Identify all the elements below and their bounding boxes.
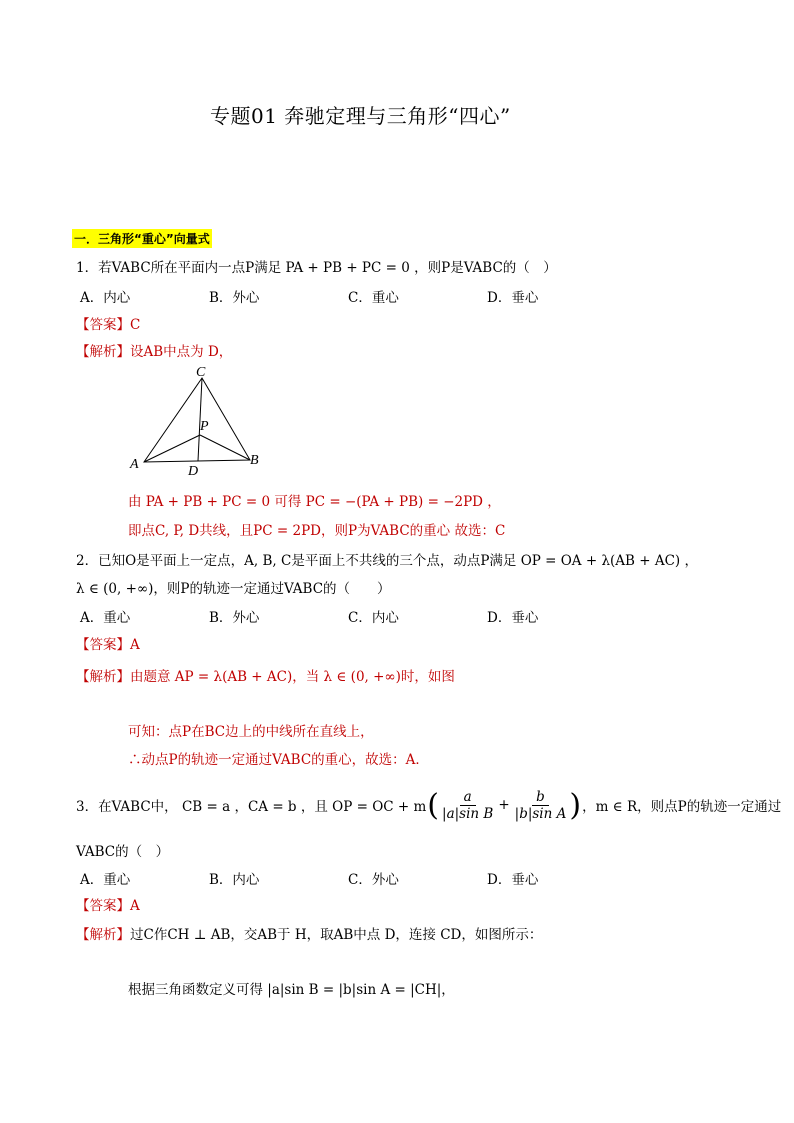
q2-option-a: A．重心 [80,610,131,626]
answer-tag: 【答案】 [76,317,130,333]
q3-answer-line [76,894,140,914]
triangle-abc [144,378,250,462]
q1-option-d: D．垂心 [487,290,539,306]
analysis-text: 过C作CH ⊥ AB，交AB于 H，取AB中点 D，连接 CD，如图所示： [130,927,543,943]
fraction-1 [440,789,495,822]
fraction-1-numerator: a [460,789,476,806]
analysis-text: 设AB中点为 D， [130,344,233,360]
label-c: C [196,365,206,380]
q3-analysis-line-1 [76,923,542,943]
answer-tag: 【答案】 [76,898,130,914]
analysis-tag: 【解析】 [76,927,130,943]
question-3-stem-1 [76,777,781,833]
analysis-tag: 【解析】 [76,669,130,685]
q3-stem-part-a: 3．在VABC中， CB = a ，CA = b ，且 OP = OC + m [76,799,427,815]
q1-analysis-line-3: 即点C, P, D共线，且PC = 2PD，则P为VABC的重心 故选：C [128,523,506,539]
q2-option-d: D．垂心 [487,610,539,626]
q3-stem-part-b: ，m ∈ R，则点P的轨迹一定通过 [582,799,782,815]
fraction-2-denominator: |b|sin A [514,805,567,822]
q1-analysis-line-1 [76,340,232,360]
question-2-stem-1: 2．已知O是平面上一定点，A, B, C是平面上不共线的三个点，动点P满足 OP = OA + λ(AB + AC) ， [76,553,698,569]
q1-answer-line [76,313,140,333]
q1-analysis-line-2: 由 PA + PB + PC = 0 可得 PC = −(PA + PB) = −2PD ， [128,494,501,510]
q1-option-b: B．外心 [209,290,260,306]
right-paren: ) [569,787,582,823]
label-b: B [250,453,259,468]
label-a: A [130,457,139,472]
section-heading: 一．三角形“重心”向量式 [72,229,212,248]
q2-answer-line [76,633,140,653]
q3-option-c: C．外心 [348,872,399,888]
q3-option-b: B．内心 [209,872,260,888]
segment-ap [144,435,200,462]
q1-option-a: A．内心 [80,290,131,306]
page-title: 专题01 奔驰定理与三角形“四心” [210,104,511,128]
fraction-1-denominator: |a|sin B [442,805,494,822]
triangle-figure [120,360,280,480]
q2-analysis-line-2: 可知：点P在BC边上的中线所在直线上， [128,724,374,740]
answer-value: C [130,317,141,333]
q3-option-a: A．重心 [80,872,131,888]
plus-sign: + [498,797,510,813]
analysis-tag: 【解析】 [76,344,130,360]
label-d: D [188,464,199,479]
label-p: P [200,419,209,434]
q3-option-d: D．垂心 [487,872,539,888]
fraction-2-numerator: b [532,789,549,806]
analysis-text: 由题意 AP = λ(AB + AC)，当 λ ∈ (0, +∞)时，如图 [130,669,455,685]
q2-analysis-line-1 [76,665,455,685]
fraction-2 [513,789,569,822]
q3-analysis-line-2: 根据三角函数定义可得 |a|sin B = |b|sin A = |CH|， [128,982,455,998]
answer-value: A [130,898,140,914]
answer-tag: 【答案】 [76,637,130,653]
q2-option-c: C．内心 [348,610,399,626]
question-2-stem-2: λ ∈ (0, +∞)，则P的轨迹一定通过VABC的（ ） [76,581,391,597]
q2-analysis-line-3: ∴动点P的轨迹一定通过VABC的重心，故选：A． [128,752,429,768]
q2-option-b: B．外心 [209,610,260,626]
answer-value: A [130,637,140,653]
question-1-stem: 1．若VABC所在平面内一点P满足 PA + PB + PC = 0 ，则P是VABC的（ ） [76,260,557,276]
question-3-stem-2: VABC的（ ） [76,844,170,860]
left-paren: ( [427,787,440,823]
q1-option-c: C．重心 [348,290,399,306]
